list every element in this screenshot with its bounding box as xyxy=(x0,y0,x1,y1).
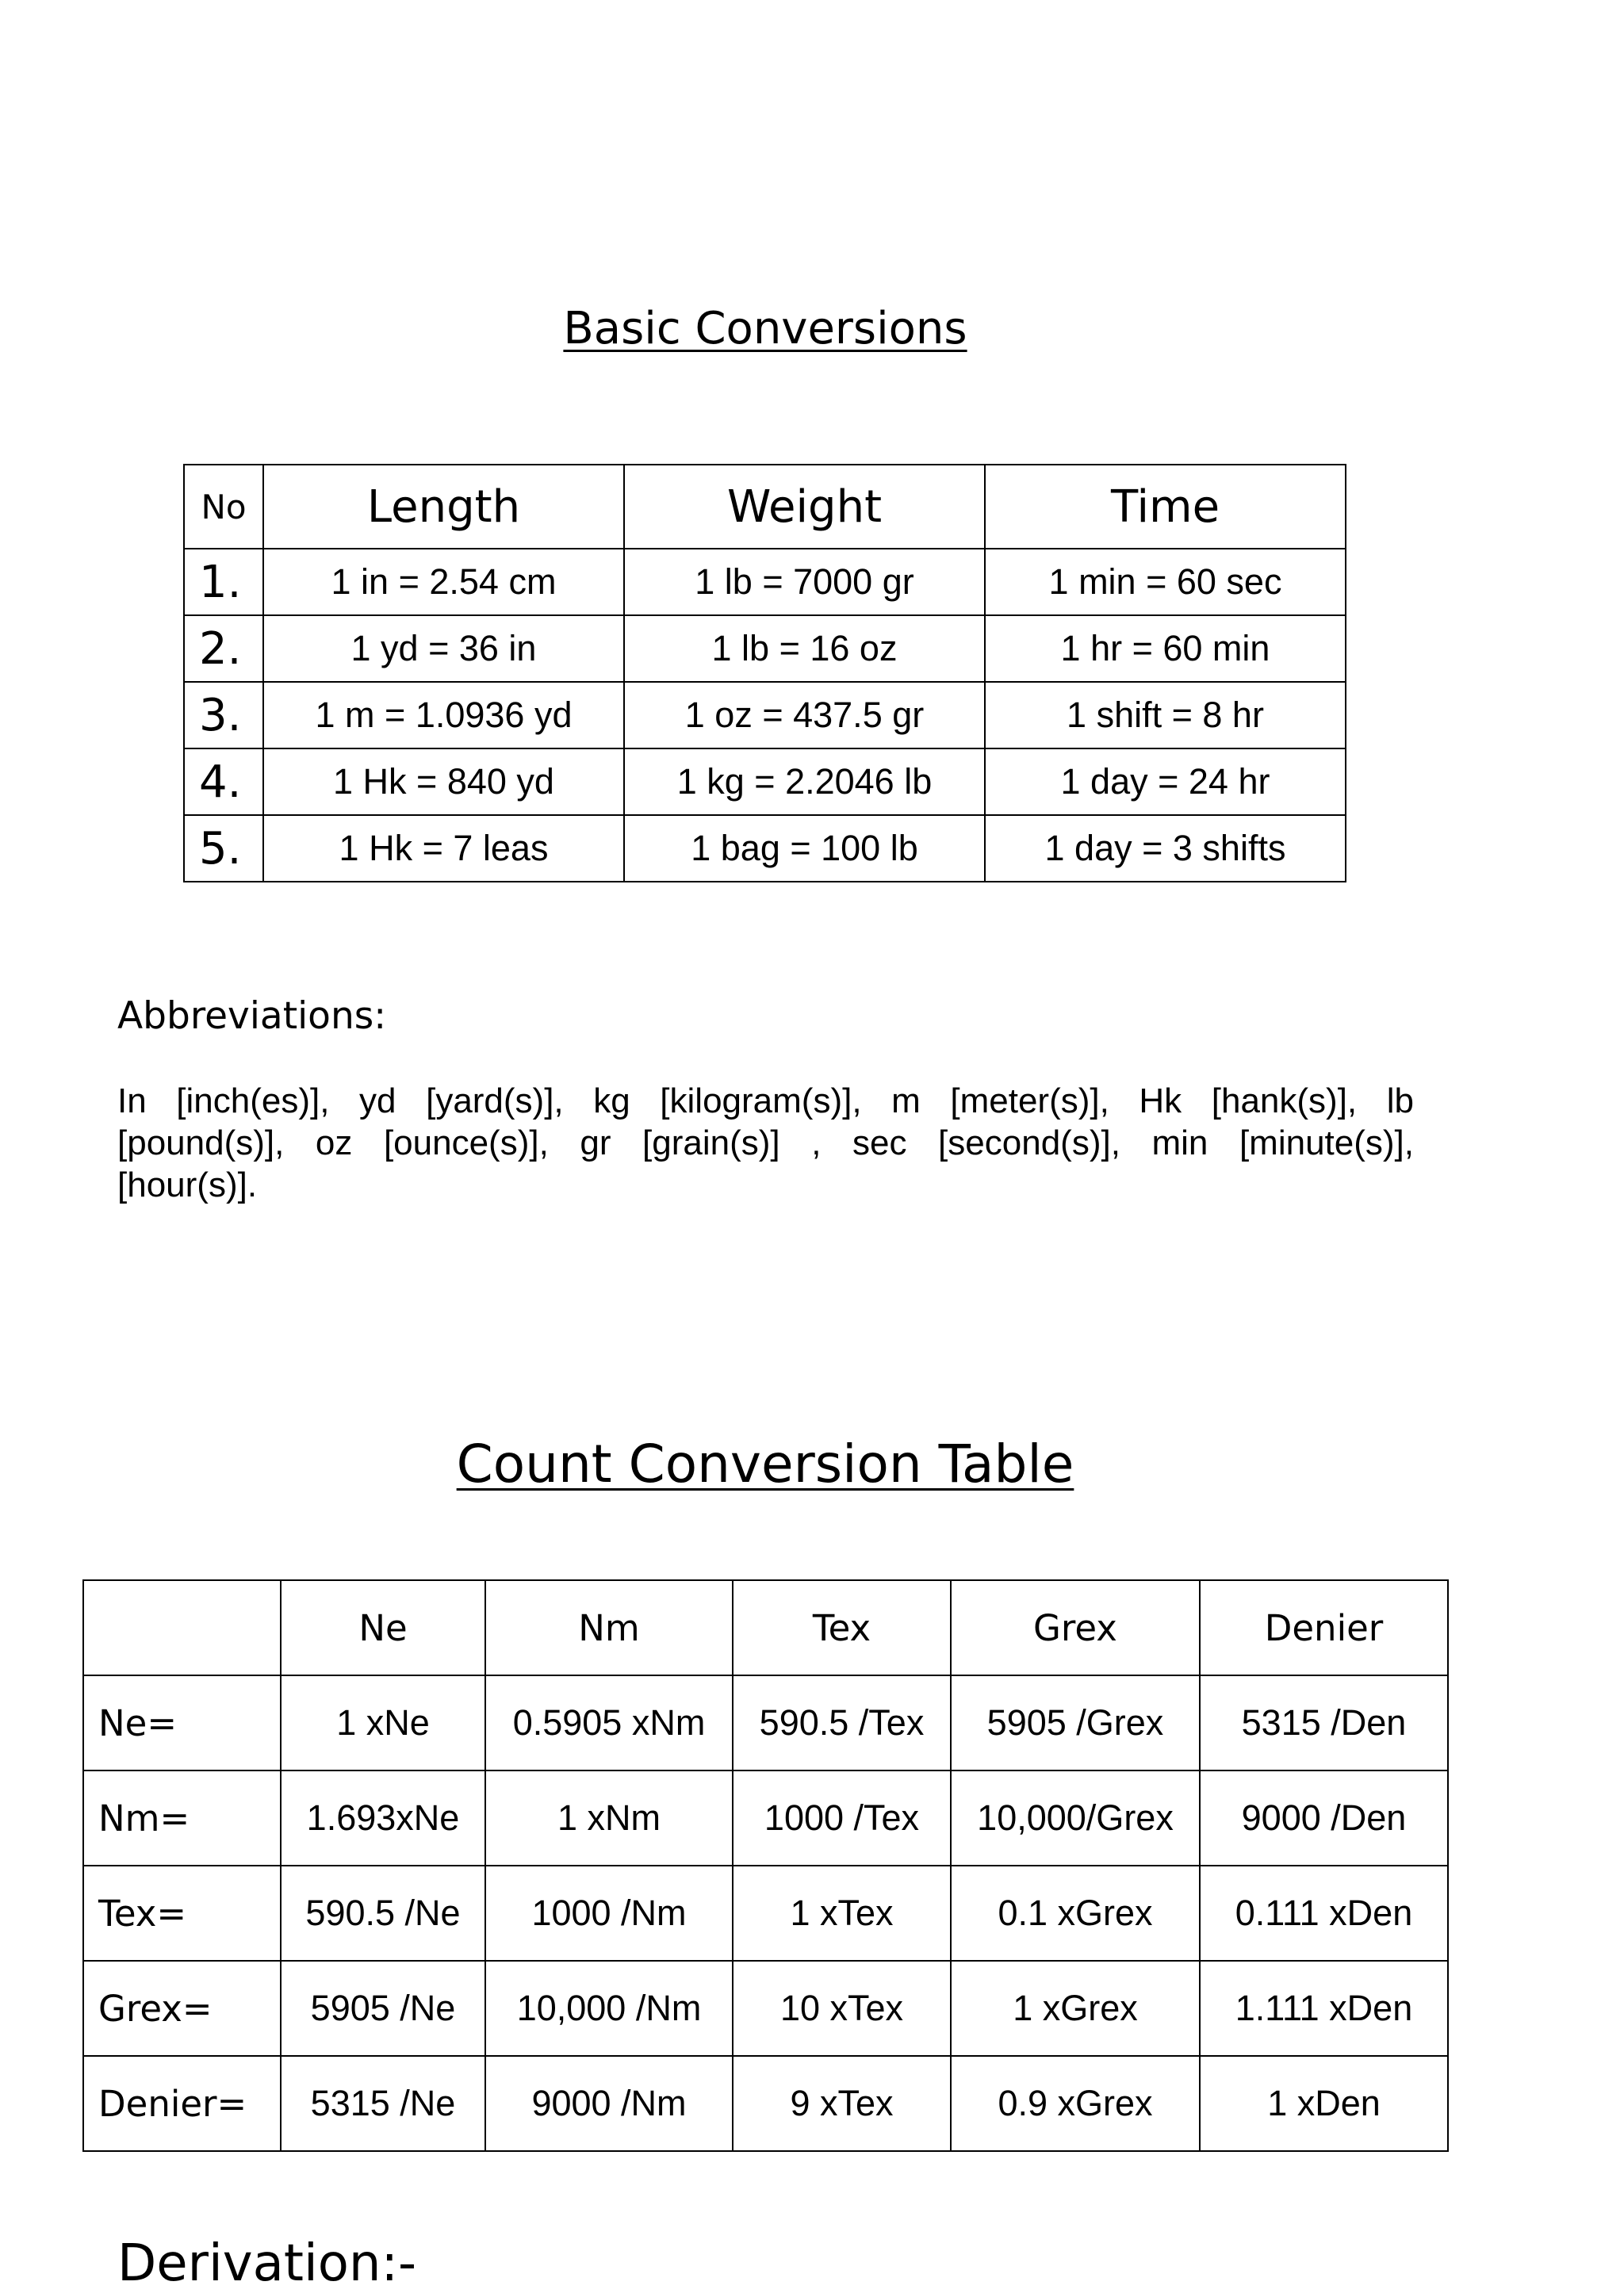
table-cell: 1000 /Nm xyxy=(485,1866,733,1961)
table-cell: 1 xGrex xyxy=(951,1961,1200,2056)
weight-cell: 1 bag = 100 lb xyxy=(624,815,985,882)
row-number: 4. xyxy=(184,748,263,815)
weight-cell: 1 kg = 2.2046 lb xyxy=(624,748,985,815)
row-label: Grex= xyxy=(83,1961,281,2056)
table-row xyxy=(184,549,1346,615)
table-cell: 1 xNm xyxy=(485,1770,733,1866)
length-cell: 1 in = 2.54 cm xyxy=(263,549,624,615)
table-row xyxy=(184,815,1346,882)
row-number: 3. xyxy=(184,682,263,748)
length-cell: 1 Hk = 840 yd xyxy=(263,748,624,815)
column-header-ne: Ne xyxy=(281,1580,485,1675)
table-cell: 0.111 xDen xyxy=(1200,1866,1448,1961)
count-conversion-title: Count Conversion Table xyxy=(456,1434,1074,1495)
column-header-grex: Grex xyxy=(951,1580,1200,1675)
table-row xyxy=(184,682,1346,748)
derivation-heading: Derivation:- xyxy=(117,2234,417,2293)
table-row xyxy=(83,1866,1448,1961)
table-cell: 0.1 xGrex xyxy=(951,1866,1200,1961)
table-cell: 590.5 /Tex xyxy=(733,1675,951,1770)
length-cell: 1 yd = 36 in xyxy=(263,615,624,682)
column-header-nm: Nm xyxy=(485,1580,733,1675)
abbreviations-heading: Abbreviations: xyxy=(117,994,387,1038)
time-cell: 1 day = 3 shifts xyxy=(985,815,1346,882)
table-row xyxy=(184,615,1346,682)
table-cell: 5905 /Ne xyxy=(281,1961,485,2056)
row-number: 1. xyxy=(184,549,263,615)
table-cell: 5905 /Grex xyxy=(951,1675,1200,1770)
basic-conversions-table xyxy=(183,464,1346,882)
table-cell: 1 xDen xyxy=(1200,2056,1448,2151)
table-cell: 9 xTex xyxy=(733,2056,951,2151)
table-cell: 0.9 xGrex xyxy=(951,2056,1200,2151)
table-cell: 1 xTex xyxy=(733,1866,951,1961)
time-cell: 1 min = 60 sec xyxy=(985,549,1346,615)
table-cell: 1.111 xDen xyxy=(1200,1961,1448,2056)
table-row xyxy=(83,1675,1448,1770)
column-header-no: No xyxy=(184,465,263,549)
length-cell: 1 Hk = 7 leas xyxy=(263,815,624,882)
table-row xyxy=(83,2056,1448,2151)
table-cell: 10,000/Grex xyxy=(951,1770,1200,1866)
column-header-length: Length xyxy=(263,465,624,549)
count-conversion-table xyxy=(82,1579,1449,2152)
table-cell: 5315 /Ne xyxy=(281,2056,485,2151)
column-header-denier: Denier xyxy=(1200,1580,1448,1675)
row-label: Ne= xyxy=(83,1675,281,1770)
weight-cell: 1 oz = 437.5 gr xyxy=(624,682,985,748)
table-row xyxy=(83,1961,1448,2056)
row-number: 5. xyxy=(184,815,263,882)
table-cell: 9000 /Nm xyxy=(485,2056,733,2151)
table-header-row xyxy=(83,1580,1448,1675)
abbreviations-text: In [inch(es)], yd [yard(s)], kg [kilogram(s)], m [meter(s)], Hk [hank(s)], lb [pound(s)], oz [ounce(s)], gr [grain(s)] , sec [second(s)], min [minute(s)], [hour(s)]. xyxy=(117,1081,1414,1204)
column-header-time: Time xyxy=(985,465,1346,549)
length-cell: 1 m = 1.0936 yd xyxy=(263,682,624,748)
row-label: Denier= xyxy=(83,2056,281,2151)
column-header-tex: Tex xyxy=(733,1580,951,1675)
row-number: 2. xyxy=(184,615,263,682)
basic-conversions-title: Basic Conversions xyxy=(563,303,967,354)
weight-cell: 1 lb = 16 oz xyxy=(624,615,985,682)
table-row xyxy=(184,748,1346,815)
row-label: Tex= xyxy=(83,1866,281,1961)
table-cell: 1000 /Tex xyxy=(733,1770,951,1866)
table-cell: 1 xNe xyxy=(281,1675,485,1770)
time-cell: 1 shift = 8 hr xyxy=(985,682,1346,748)
table-cell: 10,000 /Nm xyxy=(485,1961,733,2056)
time-cell: 1 day = 24 hr xyxy=(985,748,1346,815)
table-cell: 9000 /Den xyxy=(1200,1770,1448,1866)
table-cell: 10 xTex xyxy=(733,1961,951,2056)
table-header-row xyxy=(184,465,1346,549)
time-cell: 1 hr = 60 min xyxy=(985,615,1346,682)
table-row xyxy=(83,1770,1448,1866)
table-cell: 590.5 /Ne xyxy=(281,1866,485,1961)
table-cell: 0.5905 xNm xyxy=(485,1675,733,1770)
table-cell: 1.693xNe xyxy=(281,1770,485,1866)
table-cell: 5315 /Den xyxy=(1200,1675,1448,1770)
row-label: Nm= xyxy=(83,1770,281,1866)
column-header-empty xyxy=(83,1580,281,1675)
column-header-weight: Weight xyxy=(624,465,985,549)
weight-cell: 1 lb = 7000 gr xyxy=(624,549,985,615)
